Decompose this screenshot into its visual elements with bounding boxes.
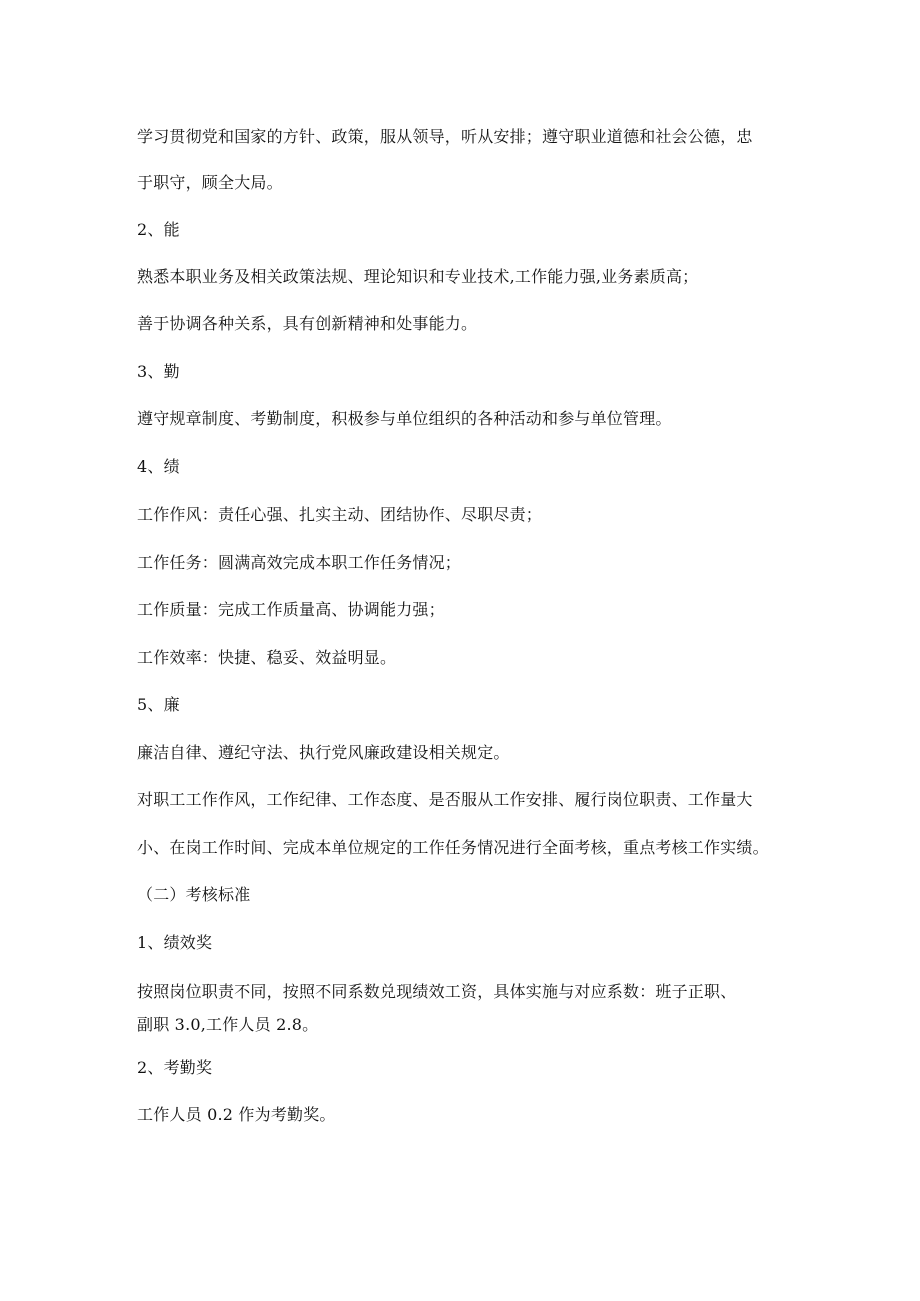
paragraph-line: 廉洁自律、遵纪守法、执行党风廉政建设相关规定。: [137, 743, 510, 762]
section-heading: 1、绩效奖: [137, 933, 213, 952]
paragraph-line: 按照岗位职责不同，按照不同系数兑现绩效工资，具体实施与对应系数：班子正职、: [137, 982, 737, 1001]
subsection-heading: （二）考核标准: [137, 885, 251, 904]
paragraph-line: 小、在岗工作时间、完成本单位规定的工作任务情况进行全面考核，重点考核工作实绩。: [137, 838, 769, 857]
section-heading: 4、绩: [137, 457, 180, 476]
paragraph-line: 对职工工作作风，工作纪律、工作态度、是否服从工作安排、履行岗位职责、工作量大: [137, 790, 753, 809]
paragraph-line: 善于协调各种关系，具有创新精神和处事能力。: [137, 314, 478, 333]
paragraph-line: 熟悉本职业务及相关政策法规、理论知识和专业技术,工作能力强,业务素质高；: [137, 267, 699, 286]
paragraph-line: 于职守，顾全大局。: [137, 173, 283, 192]
section-heading: 3、勤: [137, 362, 180, 381]
paragraph-line: 遵守规章制度、考勤制度，积极参与单位组织的各种活动和参与单位管理。: [137, 409, 672, 428]
paragraph-line: 副职 3.0,工作人员 2.8。: [137, 1015, 319, 1034]
paragraph-line: 工作人员 0.2 作为考勤奖。: [137, 1105, 336, 1124]
section-heading: 2、考勤奖: [137, 1058, 213, 1077]
paragraph-line: 工作任务：圆满高效完成本职工作任务情况；: [137, 553, 462, 572]
section-heading: 5、廉: [137, 695, 180, 714]
paragraph-line: 学习贯彻党和国家的方针、政策，服从领导，听从安排；遵守职业道德和社会公德，忠: [137, 127, 753, 146]
paragraph-line: 工作效率：快捷、稳妥、效益明显。: [137, 648, 397, 667]
paragraph-line: 工作作风：责任心强、扎实主动、团结协作、尽职尽责；: [137, 505, 543, 524]
paragraph-line: 工作质量：完成工作质量高、协调能力强；: [137, 600, 445, 619]
section-heading: 2、能: [137, 220, 180, 239]
